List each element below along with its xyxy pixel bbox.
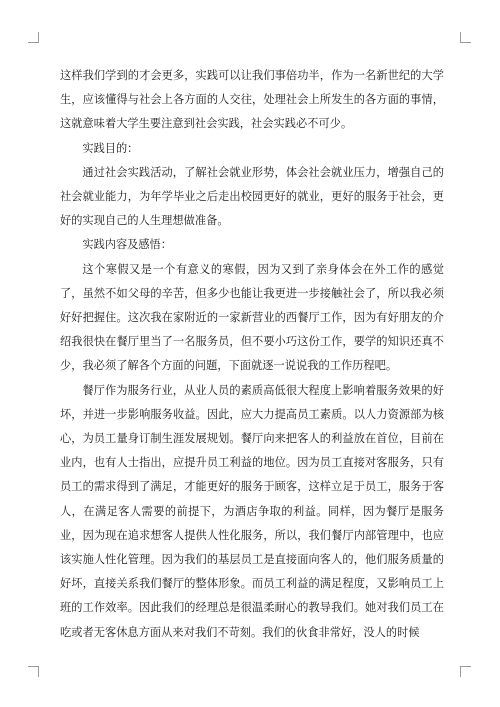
heading-content: 实践内容及感悟： (82, 238, 172, 252)
crop-mark-top-left (28, 32, 39, 43)
paragraph-service: 餐厅作为服务行业，从业人员的素质高低很大程度上影响着服务效果的好坏，并进一步影响服务收益。因此，应大力提高员工素质。以人力资源部为核心，为员工量身订制生涯发展规划。餐厅向来把客人的利益放在首位，目前在业内，也有人士指出，应提升员工利益的地位。因为员工直接对客服务，只有员工的需求得到了满足，才能更好的服务于顾客，这样立足于员工，服务于客人，在满足客人需要的前提下，为酒店争取的利益。同样，因为餐厅是服务业，因为现在追求想客人提供人性化服务，所以，我们餐厅内部管理中，也应该实施人性化管理。因为我们的基层员工是直接面向客人的，他们服务质量的好坏，直接关系我们餐厅的整体形象。而员工利益的满足程度，又影响员工上班的工作效率。因此我们的经理总是很温柔耐心的教导我们。她对我们员工在吃或者无客休息方面从来对我们不苛刻。我们的伙食非常好，没人的时候 (60, 383, 444, 639)
crop-mark-bottom-left (28, 666, 39, 677)
paragraph-winter: 这个寒假又是一个有意义的寒假，因为又到了亲身体会在外工作的感觉了，虽然不如父母的辛苦，但多少也能让我更进一步接触社会了，所以我必须好好把握住。这次我在家附近的一家新营业的西餐厅工作，因为有好朋友的介绍我很快在餐厅里当了一名服务员，但不要小巧这份工作，要学的知识还真不少，我必须了解各个方面的问题，下面就逐一说说我的工作历程吧。 (60, 262, 444, 373)
crop-mark-top-right (460, 32, 471, 43)
crop-mark-bottom-right (460, 666, 471, 677)
heading-purpose: 实践目的： (82, 141, 139, 155)
paragraph-intro: 这样我们学到的才会更多，实践可以让我们事倍功半，作为一名新世纪的大学生，应该懂得与社会上各方面的人交往，处理社会上所发生的各方面的事情，这就意味着大学生要注意到社会实践，社会实践必不可少。 (60, 69, 444, 131)
paragraph-purpose: 通过社会实践活动，了解社会就业形势，体会社会就业压力，增强自己的社会就业能力，为年学毕业之后走出校园更好的就业，更好的服务于社会，更好的实现自己的人生理想做准备。 (60, 165, 444, 228)
page-body (60, 64, 444, 645)
